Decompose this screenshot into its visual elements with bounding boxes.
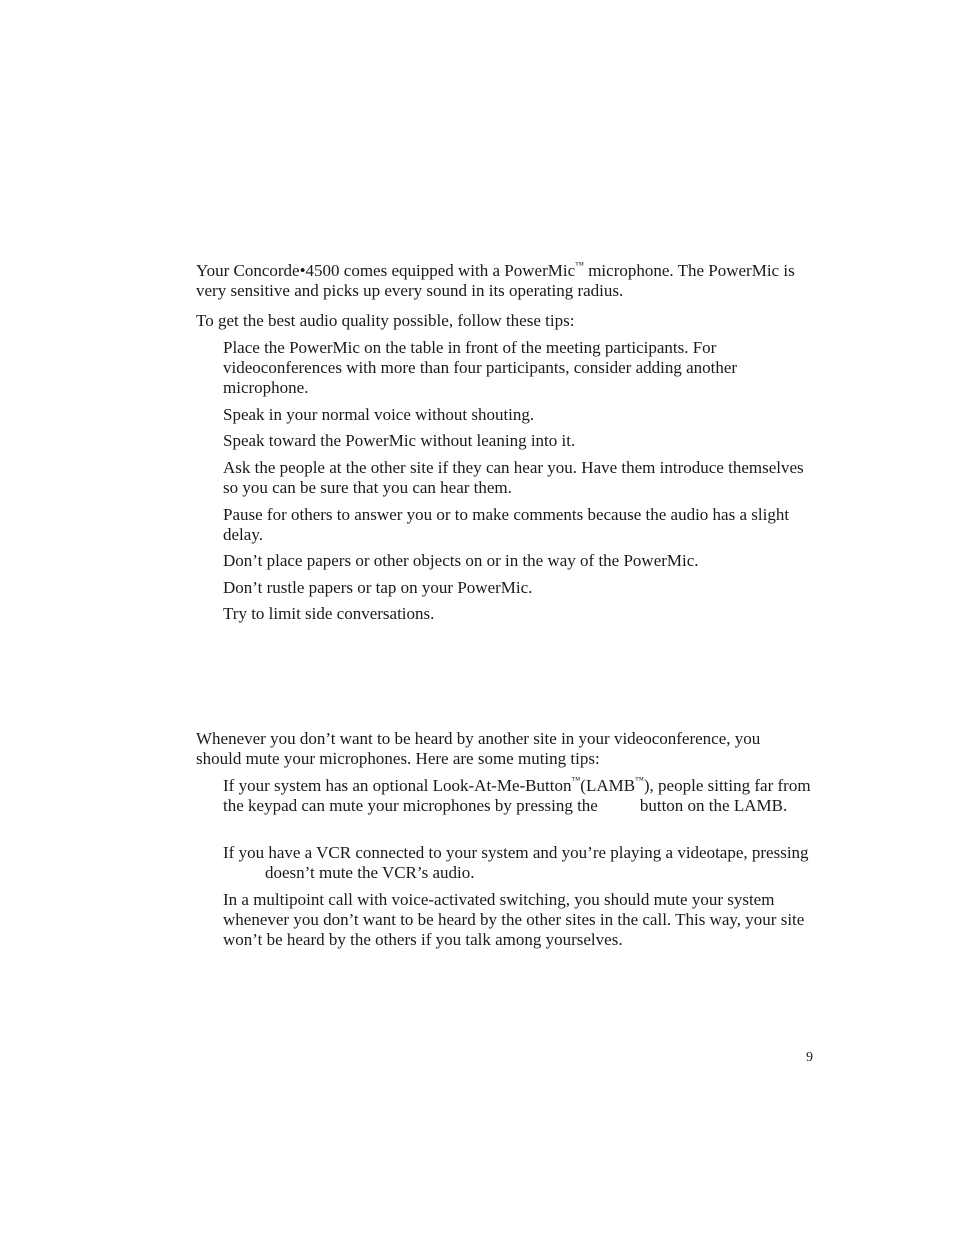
- audio-tip-item: Ask the people at the other site if they can hear you. Have them introduce themselves so you can be sure that you can hear them.: [223, 458, 804, 497]
- intro-paragraph: [196, 261, 796, 301]
- intro-text-end: microphone. The PowerMic is very sensitive and picks up every sound in its operating radius.: [196, 261, 795, 300]
- audio-tip-item: Pause for others to answer you or to make comments because the audio has a slight delay.: [223, 505, 790, 544]
- audio-tip-item: Speak toward the PowerMic without leaning into it.: [223, 431, 576, 450]
- muting-intro-paragraph: Whenever you don’t want to be heard by another site in your videoconference, you should mute your microphones. Here are some muting tips:: [196, 729, 761, 768]
- audio-tip-item: Speak in your normal voice without shouting.: [223, 405, 535, 424]
- tips-intro-paragraph: To get the best audio quality possible, follow these tips:: [196, 311, 575, 330]
- trademark-symbol: ™: [635, 775, 644, 785]
- trademark-symbol: ™: [571, 775, 581, 785]
- muting-tip-text: ), people sitting far from the keypad can mute your microphones by pressing the: [223, 776, 811, 815]
- page-number: 9: [806, 1050, 813, 1065]
- audio-tip-item: Place the PowerMic on the table in front of the meeting participants. For videoconferences with more than four participants, consider adding another microphone.: [223, 338, 738, 397]
- audio-tip-item: Don’t rustle papers or tap on your PowerMic.: [223, 578, 533, 597]
- muting-tip-item: [223, 843, 813, 883]
- audio-tip-item: Try to limit side conversations.: [223, 604, 435, 623]
- muting-tip-text: (LAMB: [580, 776, 636, 795]
- trademark-symbol: ™: [575, 260, 584, 270]
- intro-text-start: Your Concorde•4500 comes equipped with a PowerMic: [196, 261, 576, 280]
- audio-tip-item: Don’t place papers or other objects on or in the way of the PowerMic.: [223, 551, 699, 570]
- muting-tip-item: [223, 776, 813, 816]
- muting-tip-text: button on the LAMB.: [639, 796, 788, 815]
- muting-tip-item: In a multipoint call with voice-activated switching, you should mute your system whenever you don’t want to be heard by the other sites in the call. This way, your site won’t be heard by the others if you talk among yourselves.: [223, 890, 805, 949]
- muting-tip-text: If you have a VCR connected to your system and you’re playing a videotape, pressing: [223, 843, 809, 862]
- muting-tip-text: doesn’t mute the VCR’s audio.: [265, 863, 475, 882]
- muting-tip-text: If your system has an optional Look-At-Me-Button: [223, 776, 572, 795]
